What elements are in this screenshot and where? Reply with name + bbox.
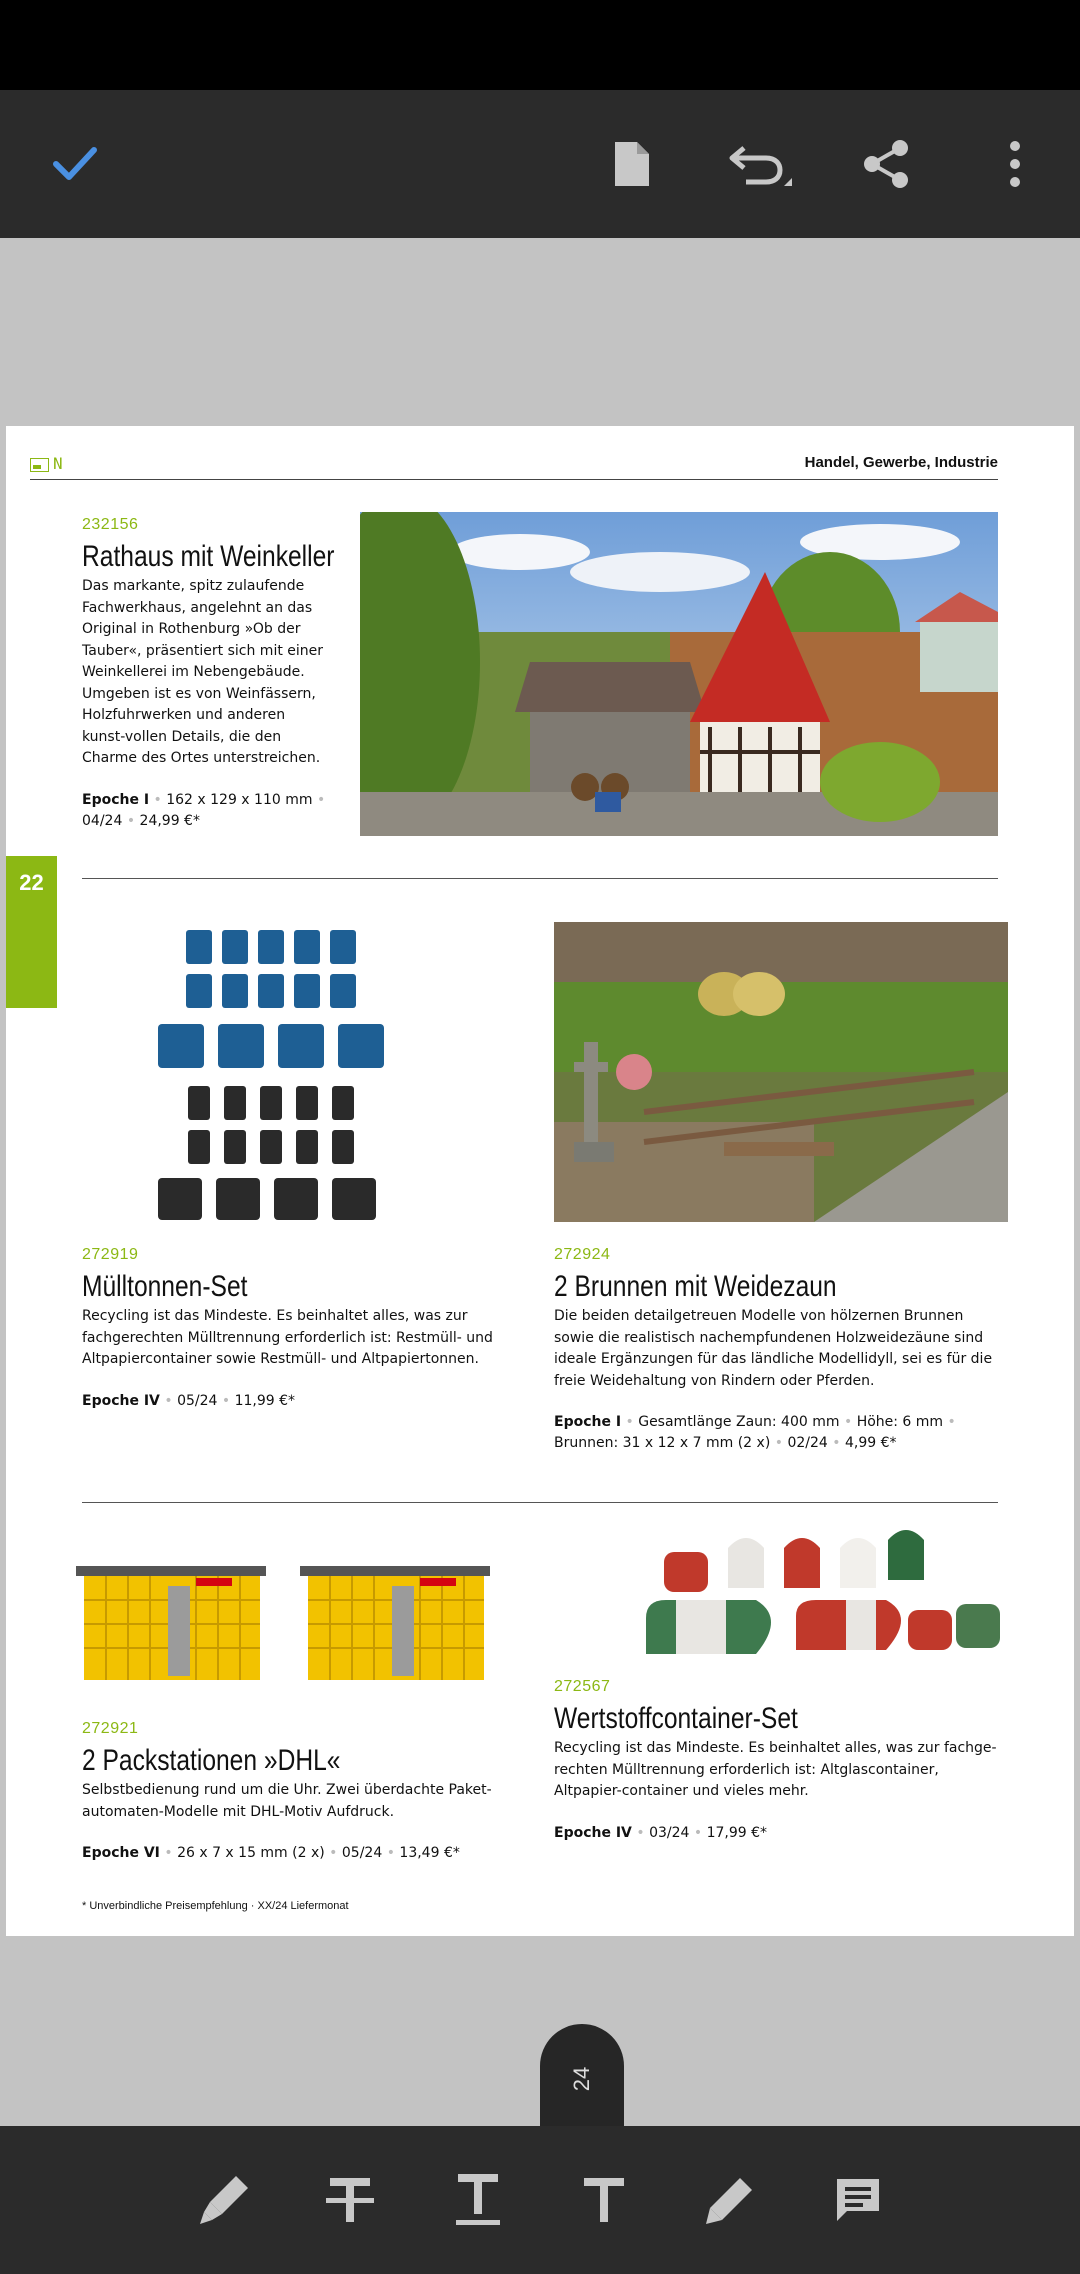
article-epoch: Epoche I (554, 1414, 622, 1430)
article-name: 2 Packstationen »DHL« (82, 1744, 341, 1777)
article-card (82, 1720, 502, 1864)
article-number: 232156 (82, 516, 139, 533)
article-price: 17,99 €* (706, 1824, 768, 1841)
article-epoch: Epoche VI (82, 1845, 160, 1861)
undo-icon[interactable] (716, 90, 802, 238)
top-toolbar (0, 90, 1080, 238)
more-vertical-icon[interactable] (990, 90, 1040, 238)
section-divider (82, 878, 998, 879)
article-meta: Epoche VI • 26 x 7 x 15 mm (2 x) • 05/24 • 13,49 €* (82, 1845, 460, 1861)
article-price: 11,99 €* (234, 1392, 296, 1409)
page-indicator-label: 24 (568, 2066, 594, 2092)
article-epoch: Epoche IV (82, 1392, 160, 1409)
article-date: 05/24 (177, 1392, 218, 1409)
article-card (554, 1678, 1004, 1844)
article-name: 2 Brunnen mit Weidezaun (554, 1270, 837, 1303)
article-meta: Epoche IV • 03/24 • 17,99 €* (554, 1824, 768, 1841)
article-card (554, 1246, 1004, 1454)
product-photo-packstationen (76, 1564, 500, 1688)
article-date: 02/24 (787, 1435, 828, 1451)
page-indicator[interactable] (540, 2024, 624, 2134)
header-rule (30, 479, 998, 480)
document-icon[interactable] (592, 90, 672, 238)
strikethrough-icon[interactable] (300, 2126, 400, 2274)
article-dimensions: Brunnen: 31 x 12 x 7 mm (2 x) (554, 1435, 771, 1451)
article-name: Mülltonnen-Set (82, 1270, 248, 1303)
article-date: 05/24 (341, 1845, 383, 1861)
article-number: 272567 (554, 1678, 611, 1695)
article-description: Recycling ist das Mindeste. Es beinhaltet alles, was zur fachgerechten Mülltrennung erforderlich ist: Restmüll- und Altpapiercontainer sowie Restmüll- und Altpapiertonnen. (82, 1308, 493, 1367)
underline-icon[interactable] (428, 2126, 528, 2274)
footnote: * Unverbindliche Preisempfehlung · XX/24 Liefermonat (82, 1900, 349, 1912)
article-number: 272921 (82, 1720, 139, 1737)
section-divider (82, 1502, 998, 1503)
article-description: Die beiden detailgetreuen Modelle von hölzernen Brunnen sowie die realistisch nachempfundenen Holzweidezäune sind ideale Ergänzungen für das ländliche Modellidyll, sei es für die freie Weidehaltung von Rindern oder Pferden. (554, 1308, 993, 1389)
comment-icon[interactable] (808, 2126, 908, 2274)
article-number: 272919 (82, 1246, 139, 1263)
article-epoch: Epoche I (82, 791, 150, 808)
highlighter-icon[interactable] (174, 2126, 274, 2274)
article-date: 03/24 (649, 1824, 690, 1841)
product-photo-rathaus (360, 512, 998, 836)
article-description: Recycling ist das Mindeste. Es beinhaltet alles, was zur fachge-rechten Mülltrennung erforderlich ist: Altglascontainer, Altpapier-container und vieles mehr. (554, 1740, 997, 1799)
article-name: Wertstoffcontainer-Set (554, 1702, 798, 1735)
article-dimensions: 162 x 129 x 110 mm (166, 791, 313, 808)
article-dimensions: 26 x 7 x 15 mm (2 x) (177, 1845, 325, 1861)
annotation-toolbar (0, 2126, 1080, 2274)
article-meta: Epoche I • Gesamtlänge Zaun: 400 mm • Höhe: 6 mm • Brunnen: 31 x 12 x 7 mm (2 x) • 02/24 • 4,99 €* (554, 1414, 956, 1451)
article-price: 13,49 €* (399, 1845, 460, 1861)
article-name: Rathaus mit Weinkeller (82, 540, 335, 573)
article-epoch: Epoche IV (554, 1824, 632, 1841)
pencil-icon[interactable] (680, 2126, 780, 2274)
check-icon[interactable] (40, 90, 110, 238)
article-price: 4,99 €* (845, 1435, 897, 1451)
article-price: 24,99 €* (139, 812, 200, 829)
product-photo-wertstoffcontainer (636, 1522, 1008, 1674)
article-description: Selbstbedienung rund um die Uhr. Zwei überdachte Paket-automaten-Modelle mit DHL-Motiv Aufdruck. (82, 1782, 492, 1820)
header-title: Handel, Gewerbe, Industrie (804, 454, 998, 471)
status-bar (0, 0, 1080, 90)
catalog-page (6, 426, 1074, 1936)
article-number: 272924 (554, 1246, 611, 1263)
article-description: Das markante, spitz zulaufende Fachwerkhaus, angelehnt an das Original in Rothenburg »Ob der Tauber«, präsentiert sich mit einer Weinkellerei im Nebengebäude. Umgeben ist es von Weinfässern, Holzfuhrwerken und anderen kunst-vollen Details, die den Charme des Ortes unterstreichen. (82, 578, 324, 766)
product-photo-brunnen (554, 922, 1008, 1222)
article-fence-length: Gesamtlänge Zaun: 400 mm (638, 1414, 840, 1430)
header-logo: N (30, 454, 63, 473)
product-photo-muelltonnen (146, 922, 396, 1234)
article-card (82, 1246, 502, 1412)
scale-icon (30, 458, 49, 472)
article-card (82, 516, 335, 832)
article-meta: Epoche I • 162 x 129 x 110 mm • 04/24 • 24,99 €* (82, 791, 326, 829)
article-height: Höhe: 6 mm (856, 1414, 944, 1430)
article-meta: Epoche IV • 05/24 • 11,99 €* (82, 1392, 296, 1409)
article-date: 04/24 (82, 812, 123, 829)
text-icon[interactable] (554, 2126, 654, 2274)
page-number-tab: 22 (6, 856, 57, 1008)
share-icon[interactable] (846, 90, 926, 238)
